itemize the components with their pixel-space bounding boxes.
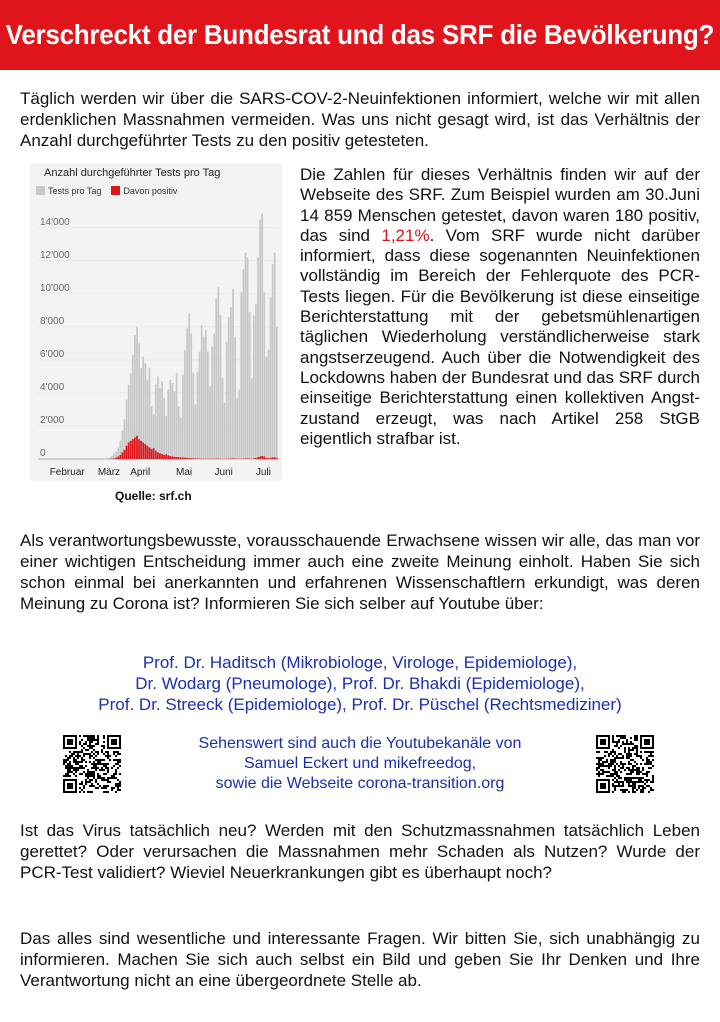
positive-bar bbox=[253, 458, 255, 459]
positive-bar bbox=[159, 453, 161, 459]
positive-bar bbox=[167, 455, 169, 459]
tests-bar bbox=[236, 398, 238, 459]
positive-bar bbox=[121, 452, 123, 459]
legend-swatch-positive bbox=[111, 186, 120, 195]
y-tick-label: 10'000 bbox=[40, 282, 70, 294]
tests-bar bbox=[276, 327, 278, 459]
tests-bar bbox=[226, 342, 228, 459]
channels-line: Sehenswert sind auch die Youtubekanäle von bbox=[198, 735, 522, 752]
x-tick-label: Juni bbox=[214, 467, 233, 478]
x-tick-label: April bbox=[130, 467, 151, 478]
tests-bar bbox=[217, 287, 219, 459]
tests-bar bbox=[215, 299, 217, 459]
positive-bar bbox=[163, 455, 165, 459]
y-tick-label: 4'000 bbox=[40, 381, 65, 393]
positive-bar bbox=[147, 446, 149, 459]
tests-bar bbox=[261, 214, 263, 459]
positive-bar bbox=[180, 457, 182, 459]
tests-bar bbox=[184, 350, 186, 459]
tests-bar bbox=[186, 329, 188, 459]
experts-list bbox=[20, 652, 700, 715]
positive-bar bbox=[161, 454, 163, 459]
positive-bar bbox=[184, 458, 186, 459]
tests-chart bbox=[22, 163, 284, 481]
experts-line: Prof. Dr. Haditsch (Mikrobiologe, Virologe, Epidemiologe), bbox=[142, 653, 578, 672]
positive-bar bbox=[276, 458, 278, 459]
tests-bar bbox=[213, 333, 215, 459]
positive-bar bbox=[153, 448, 155, 459]
positive-bar bbox=[270, 458, 272, 459]
tests-bar bbox=[192, 373, 194, 459]
tests-bar bbox=[167, 390, 169, 459]
tests-bar bbox=[234, 337, 236, 459]
positive-bar bbox=[176, 457, 178, 459]
tests-bar bbox=[245, 253, 247, 459]
questions-paragraph: Ist das Virus tatsächlich neu? Werden mit den Schutzmassnahmen tatsächlich Leben gerettet? Oder verursachen die Massnahmen mehr Schaden als Nutzen? Wurde der PCR-Test validiert? Wieviel Neuerkrankungen gibt es überhaupt noch? bbox=[20, 821, 700, 882]
positive-bar bbox=[113, 458, 115, 459]
tests-bar bbox=[109, 457, 111, 459]
positive-bar bbox=[149, 447, 151, 459]
positive-bar bbox=[134, 438, 136, 459]
x-tick-label: März bbox=[97, 467, 121, 478]
y-tick-label: 12'000 bbox=[40, 249, 70, 261]
legend-label-positive: Davon positiv bbox=[123, 186, 178, 196]
tests-bar bbox=[251, 378, 253, 459]
tests-bar bbox=[259, 220, 261, 459]
tests-bar bbox=[190, 333, 192, 459]
positive-bar bbox=[272, 458, 274, 459]
tests-bar bbox=[253, 315, 255, 459]
tests-bar bbox=[265, 357, 267, 459]
tests-bar bbox=[240, 292, 242, 459]
positive-bar bbox=[165, 454, 167, 459]
tests-bar bbox=[230, 307, 232, 459]
tests-bar bbox=[182, 375, 184, 459]
positive-bar bbox=[261, 456, 263, 459]
side-text-part1: Die Zahlen für dieses Verhältnis finden wir auf der Webseite des SRF. Zum Beispiel wurden am 30.Juni 14 859 Menschen getestet, davon waren 180 positiv, das sind bbox=[300, 165, 700, 245]
side-text-part2: . Vom SRF wurde nicht darüber informiert, dass diese sogenannten Neuinfektionen vollständig im Bereich der Fehlerquote des PCR-Tests liegen. Für die Bevölkerung ist diese einseitige Berichterstattung mit der gebetsmühlenartigen täglichen Wiederholung verständlicherweise stark angstserzeugend. Auch über die Notwendigkeit des Lockdowns haben der Bundesrat und das SRF durch einseitige Berichterstattung einen kollektiven Angst-zustand erzeugt, was nach Artikel 258 StGB eigentlich strafbar ist. bbox=[300, 225, 700, 448]
tests-bar bbox=[180, 418, 182, 459]
positive-bar bbox=[119, 455, 121, 459]
y-tick-label: 8'000 bbox=[40, 315, 65, 327]
tests-bar bbox=[203, 337, 205, 459]
tests-bar bbox=[263, 292, 265, 459]
tests-bar bbox=[197, 371, 199, 459]
positive-bar bbox=[274, 457, 276, 459]
positive-bar bbox=[124, 450, 126, 459]
tests-bar bbox=[163, 398, 165, 459]
tests-bar bbox=[209, 386, 211, 459]
positive-bar bbox=[117, 457, 119, 459]
positive-bar bbox=[188, 458, 190, 459]
percentage-highlight: 1,21% bbox=[381, 225, 430, 245]
positive-bar bbox=[155, 451, 157, 459]
channels-line: sowie die Webseite corona-transition.org bbox=[215, 775, 505, 792]
tests-bar bbox=[159, 388, 161, 459]
y-tick-label: 6'000 bbox=[40, 348, 65, 360]
positive-bar bbox=[140, 441, 142, 459]
tests-bar bbox=[238, 390, 240, 459]
positive-bar bbox=[268, 458, 270, 459]
page-title: Verschreckt der Bundesrat und das SRF die Bevölkerung? bbox=[5, 19, 715, 50]
tests-bar bbox=[161, 381, 163, 459]
positive-bar bbox=[157, 452, 159, 459]
positive-bar bbox=[115, 458, 117, 459]
positive-bar bbox=[263, 456, 265, 459]
legend-swatch-tests bbox=[36, 186, 45, 195]
tests-bar bbox=[174, 391, 176, 459]
positive-bar bbox=[172, 457, 174, 459]
tests-bar bbox=[270, 297, 272, 459]
experts-line: Prof. Dr. Streeck (Epidemiologe), Prof. Dr. Püschel (Rechtsmediziner) bbox=[98, 695, 622, 714]
tests-bar bbox=[178, 406, 180, 459]
tests-bar bbox=[222, 378, 224, 459]
closing-paragraph: Das alles sind wesentliche und interessante Fragen. Wir bitten Sie, sich unabhängig zu informieren. Machen Sie sich auch selbst ein Bild und geben Sie Ihr Denken und Ihre Verantwortung nicht an eine übergeordnete Stelle ab. bbox=[20, 929, 700, 990]
tests-bar bbox=[201, 325, 203, 459]
positive-bar bbox=[257, 457, 259, 459]
legend-label-tests: Tests pro Tag bbox=[48, 186, 102, 196]
positive-bar bbox=[142, 442, 144, 459]
tests-bar bbox=[255, 304, 257, 459]
chart-title: Anzahl durchgeführter Tests pro Tag bbox=[44, 167, 221, 179]
tests-bar bbox=[111, 456, 113, 459]
tests-bar bbox=[220, 315, 222, 459]
positive-bar bbox=[186, 458, 188, 459]
positive-bar bbox=[174, 457, 176, 459]
tests-bar bbox=[274, 253, 276, 459]
x-tick-label: Februar bbox=[49, 467, 85, 478]
positive-bar bbox=[151, 449, 153, 459]
positive-bar bbox=[255, 458, 257, 459]
tests-bar bbox=[243, 269, 245, 459]
positive-bar bbox=[132, 439, 134, 459]
y-tick-label: 2'000 bbox=[40, 414, 65, 426]
positive-bar bbox=[190, 458, 192, 459]
channels-recommendation bbox=[140, 734, 580, 794]
tests-bar bbox=[169, 380, 171, 459]
tests-bar bbox=[205, 330, 207, 459]
positive-bar bbox=[144, 444, 146, 459]
tests-bar bbox=[176, 373, 178, 459]
tests-bar bbox=[232, 289, 234, 459]
x-tick-label: Juli bbox=[255, 467, 271, 478]
positive-bar bbox=[247, 458, 249, 459]
positive-bar bbox=[192, 458, 194, 459]
intro-paragraph: Täglich werden wir über die SARS-COV-2-Neuinfektionen informiert, welche wir mit allen erdenklichen Massnahmen vermeiden. Was uns nicht gesagt wird, ist das Verhältnis der Anzahl durchgeführter Tests zu den positiv getesteten. bbox=[20, 89, 700, 150]
tests-bar bbox=[257, 258, 259, 459]
positive-bar bbox=[182, 458, 184, 459]
positive-bar bbox=[178, 457, 180, 459]
title-banner bbox=[0, 0, 720, 70]
positive-bar bbox=[126, 446, 128, 459]
experts-line: Dr. Wodarg (Pneumologe), Prof. Dr. Bhakdi (Epidemiologe), bbox=[135, 674, 585, 693]
chart-svg bbox=[22, 163, 284, 481]
tests-bar bbox=[247, 258, 249, 459]
tests-bar bbox=[224, 403, 226, 459]
tests-bar bbox=[207, 352, 209, 459]
tests-bar bbox=[199, 352, 201, 459]
tests-bar bbox=[188, 314, 190, 459]
opinion-paragraph: Als verantwortungsbewusste, vorausschauende Erwachsene wissen wir alle, das man vor einer wichtigen Entscheidung immer auch eine zweite Meinung einholt. Haben Sie sich schon einmal bei anerkannten und erfahrenen Wissenschaftlern erkundigt, was deren Meinung zu Corona ist? Informieren Sie sich selber auf Youtube über: bbox=[20, 531, 700, 613]
tests-bar bbox=[172, 383, 174, 459]
positive-bar bbox=[259, 457, 261, 459]
tests-bar bbox=[149, 368, 151, 459]
tests-bar bbox=[157, 376, 159, 459]
tests-bar bbox=[165, 416, 167, 459]
positive-bar bbox=[136, 436, 138, 459]
positive-bar bbox=[265, 458, 267, 459]
qr-code-right[interactable] bbox=[596, 735, 654, 793]
tests-bar bbox=[113, 453, 115, 459]
channels-line: Samuel Eckert und mikefreedog, bbox=[243, 755, 477, 772]
tests-bar bbox=[195, 404, 197, 459]
tests-bar bbox=[272, 264, 274, 459]
y-tick-label: 14'000 bbox=[40, 216, 70, 228]
tests-bar bbox=[155, 385, 157, 459]
positive-bar bbox=[138, 439, 140, 459]
positive-bar bbox=[169, 456, 171, 459]
side-paragraph bbox=[300, 165, 700, 449]
y-tick-label: 0 bbox=[40, 448, 46, 459]
tests-bar bbox=[211, 347, 213, 459]
qr-code-left[interactable] bbox=[63, 735, 121, 793]
positive-bar bbox=[128, 442, 130, 459]
x-tick-label: Mai bbox=[176, 467, 193, 478]
tests-bar bbox=[249, 312, 251, 459]
tests-bar bbox=[228, 317, 230, 459]
positive-bar bbox=[130, 441, 132, 459]
chart-source: Quelle: srf.ch bbox=[115, 489, 192, 503]
chart-legend bbox=[36, 186, 177, 196]
tests-bar bbox=[268, 350, 270, 459]
